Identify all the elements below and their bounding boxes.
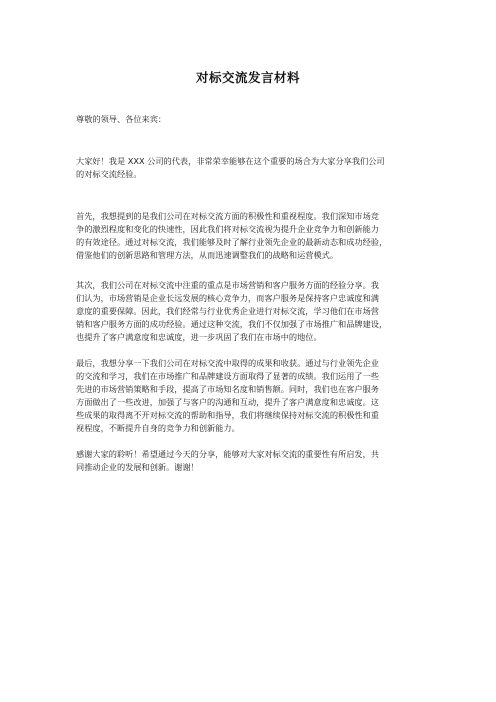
paragraph-line: 争的激烈程度和变化的快速性，因此我们将对标交流视为提升企业竞争力和创新能力 [76, 224, 379, 234]
paragraph-line: 的对标交流经验。 [76, 169, 142, 179]
paragraph-closing [76, 448, 426, 474]
paragraph-line: 借鉴他们的创新思路和管理方法，从而迅速调整我们的战略和运营模式。 [76, 250, 339, 260]
paragraph-line: 销和客户服务方面的成功经验。通过这种交流，我们不仅加强了市场推广和品牌建设， [76, 319, 388, 329]
paragraph-line: 视程度，不断提升自身的竞争力和创新能力。 [76, 423, 240, 433]
paragraph-line: 们认为，市场营销是企业长远发展的核心竞争力，而客户服务是保持客户忠诚度和满 [76, 293, 379, 303]
paragraph-line: 意度的重要保障。因此，我们经常与行业优秀企业进行对标交流，学习他们在市场营 [76, 306, 379, 316]
greeting-line: 尊敬的领导、各位来宾： [76, 114, 167, 124]
paragraph-line: 方面做出了一些改进，加强了与客户的沟通和互动，提升了客户满意度和忠诚度。这 [76, 397, 379, 407]
paragraph-second-point [76, 279, 426, 344]
paragraph-line: 的交流和学习，我们在市场推广和品牌建设方面取得了显著的成绩。我们运用了一些 [76, 371, 379, 381]
paragraph-line: 大家好！我是 XXX 公司的代表，非常荣幸能够在这个重要的场合为大家分享我们公司 [76, 156, 385, 166]
paragraph-line: 首先，我想提到的是我们公司在对标交流方面的积极性和重视程度。我们深知市场竞 [76, 211, 379, 221]
paragraph-line: 最后，我想分享一下我们公司在对标交流中取得的成果和收获。通过与行业领先企业 [76, 358, 379, 368]
paragraph-results [76, 357, 426, 435]
paragraph-line: 的有效途径。通过对标交流，我们能够及时了解行业领先企业的最新动态和成功经验， [76, 237, 388, 247]
paragraph-line: 同推动企业的发展和创新。谢谢！ [76, 462, 199, 472]
greeting-paragraph [76, 113, 426, 126]
paragraph-first-point [76, 210, 426, 262]
paragraph-line: 先进的市场营销策略和手段，提高了市场知名度和销售额。同时，我们也在客户服务 [76, 384, 379, 394]
paragraph-opening [76, 155, 426, 181]
paragraph-line: 其次，我们公司在对标交流中注重的重点是市场营销和客户服务方面的经验分享。我 [76, 280, 379, 290]
paragraph-line: 也提升了客户满意度和忠诚度，进一步巩固了我们在市场中的地位。 [76, 332, 322, 342]
paragraph-line: 些成果的取得离不开对标交流的帮助和指导，我们将继续保持对标交流的积极性和重 [76, 410, 379, 420]
paragraph-line: 感谢大家的聆听！希望通过今天的分享，能够对大家对标交流的重要性有所启发，共 [76, 449, 379, 459]
document-title: 对标交流发言材料 [195, 70, 300, 85]
